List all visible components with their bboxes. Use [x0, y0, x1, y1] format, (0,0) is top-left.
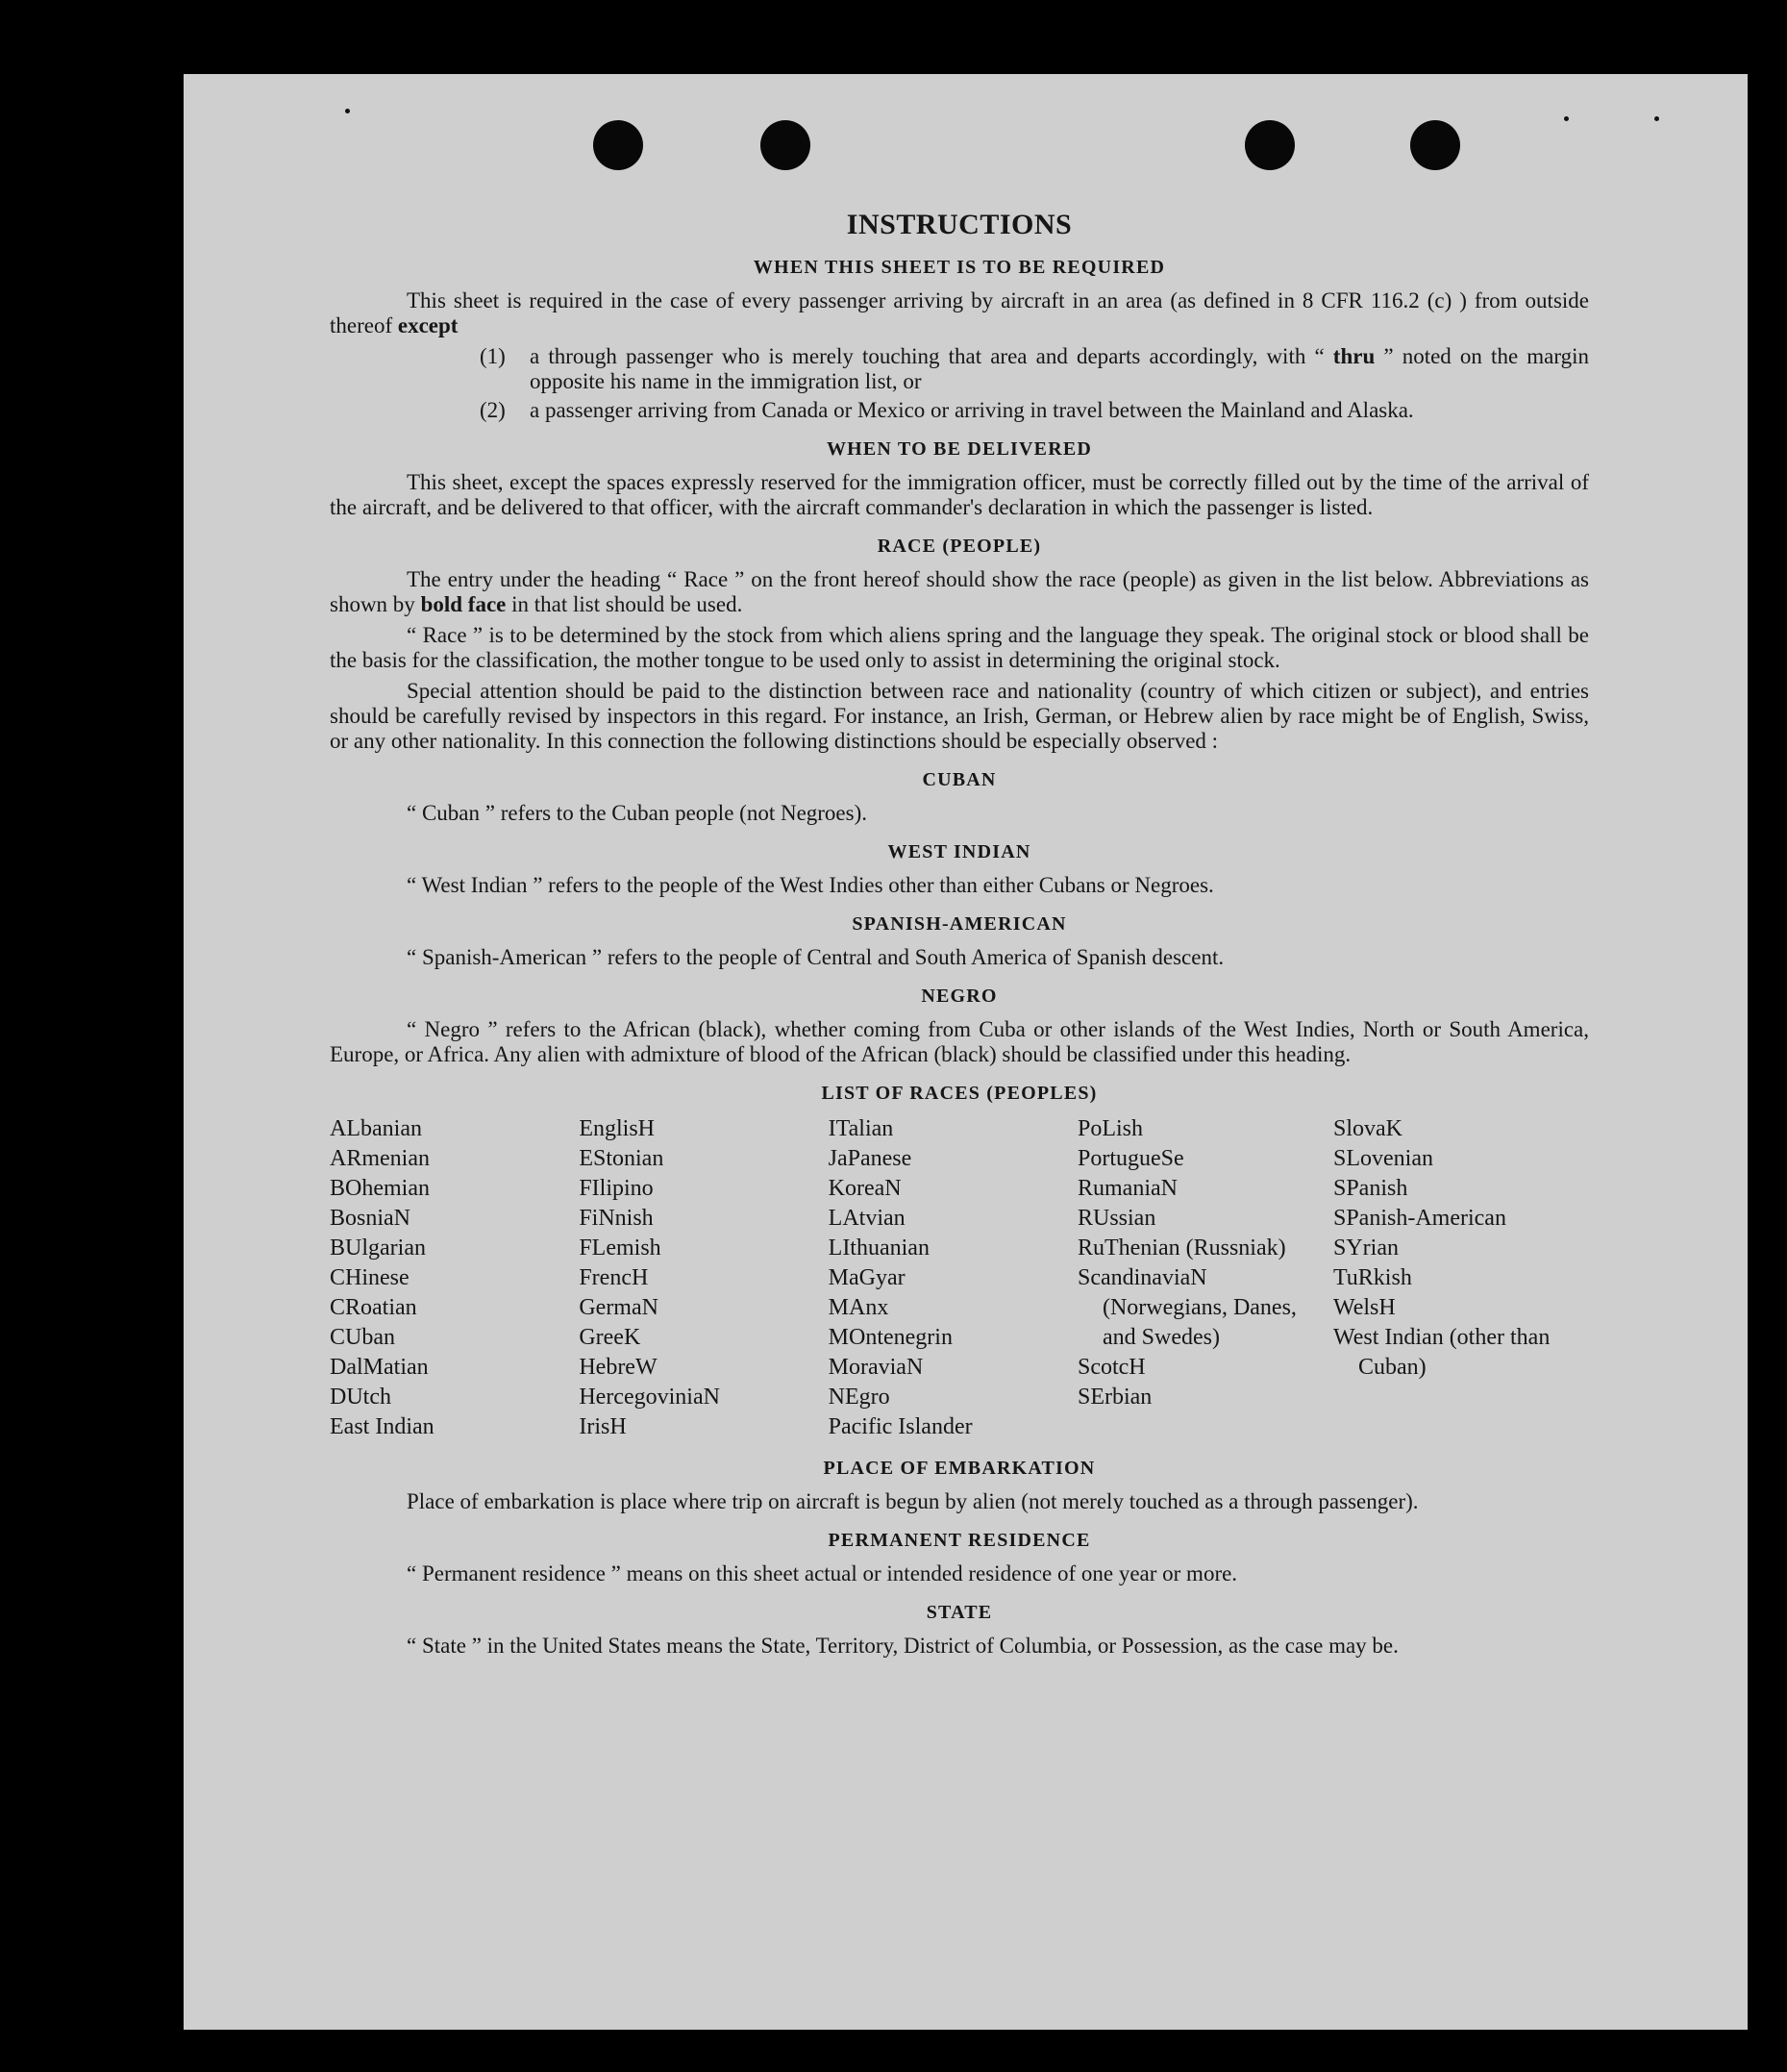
race-entry: SPanish	[1332, 1176, 1408, 1201]
race-entry: FLemish	[579, 1236, 661, 1261]
race-column-5	[1333, 1114, 1589, 1442]
race-entry: FrencH	[579, 1265, 649, 1290]
item-text: a passenger arriving from Canada or Mexico or arriving in travel between the Mainland and Alaska.	[530, 398, 1414, 422]
race-entry: West Indian (other than Cuban)	[1332, 1325, 1551, 1380]
race-entry: MAnx	[828, 1295, 889, 1320]
race-entry: BosniaN	[330, 1206, 410, 1231]
race-entry: CHinese	[330, 1265, 410, 1290]
speck	[345, 109, 350, 113]
document-content	[330, 209, 1589, 1664]
race-entry: RuThenian (Russniak)	[1077, 1236, 1286, 1261]
race-entry: KoreaN	[828, 1176, 902, 1201]
document-sheet	[184, 74, 1748, 2030]
race-entry: LAtvian	[828, 1206, 906, 1231]
race-column-4	[1078, 1114, 1333, 1442]
race-entry: FiNnish	[579, 1206, 654, 1231]
race-column-2	[579, 1114, 828, 1442]
exception-item-1	[330, 344, 1589, 394]
punch-hole	[1245, 120, 1295, 170]
race-entry: CRoatian	[330, 1295, 417, 1320]
document-title: INSTRUCTIONS	[846, 209, 1073, 240]
race-entry: SPanish-American	[1332, 1206, 1506, 1231]
punch-hole	[760, 120, 810, 170]
race-entry: TuRkish	[1332, 1265, 1412, 1290]
race-entry: ScotcH	[1077, 1355, 1146, 1380]
race-entry: ARmenian	[330, 1146, 430, 1171]
item-number: (1)	[480, 344, 506, 368]
race-entry: MaGyar	[828, 1265, 906, 1290]
race-entry: DUtch	[330, 1385, 391, 1410]
section-heading-required: WHEN THIS SHEET IS TO BE REQUIRED	[753, 257, 1166, 278]
section-heading-residence: PERMANENT RESIDENCE	[828, 1530, 1091, 1551]
cuban-text: “ Cuban ” refers to the Cuban people (not Negroes).	[407, 801, 868, 825]
race-entry: NEgro	[828, 1385, 890, 1410]
section-heading-spanish-american: SPANISH-AMERICAN	[852, 913, 1067, 935]
race-entry: East Indian	[330, 1414, 434, 1439]
race-entry: ALbanian	[330, 1116, 422, 1141]
race-entry: WelsH	[1332, 1295, 1396, 1320]
race-entry: GermaN	[579, 1295, 658, 1320]
punch-hole	[593, 120, 643, 170]
race-entry: BUlgarian	[330, 1236, 426, 1261]
race-entry: HercegoviniaN	[579, 1385, 720, 1410]
section-heading-embarkation: PLACE OF EMBARKATION	[823, 1458, 1096, 1479]
race-entry: MoraviaN	[828, 1355, 924, 1380]
race-entry: DalMatian	[330, 1355, 429, 1380]
residence-text: “ Permanent residence ” means on this sheet actual or intended residence of one year or more.	[407, 1561, 1238, 1585]
race-column-3	[829, 1114, 1078, 1442]
section-heading-delivered: WHEN TO BE DELIVERED	[826, 438, 1093, 460]
spanish-american-text: “ Spanish-American ” refers to the people of Central and South America of Spanish descent.	[407, 945, 1225, 969]
speck	[1654, 116, 1659, 121]
race-entry: Pacific Islander	[828, 1414, 973, 1439]
negro-text: “ Negro ” refers to the African (black), whether coming from Cuba or other islands of the West Indies, North or South America, Europe, or Africa. Any alien with admixture of blood of the African (black) should be classified under this heading.	[330, 1017, 1589, 1066]
race-entry: IrisH	[579, 1414, 627, 1439]
race-entry: BOhemian	[330, 1176, 430, 1201]
punch-hole	[1410, 120, 1460, 170]
state-text: “ State ” in the United States means the State, Territory, District of Columbia, or Possession, as the case may be.	[407, 1634, 1399, 1658]
race-entry: EnglisH	[579, 1116, 655, 1141]
item-text: a through passenger who is merely touching that area and departs accordingly, with “ thru ” noted on the margin opposite his name in the immigration list, or	[530, 344, 1590, 393]
race-entry: EStonian	[579, 1146, 664, 1171]
race-entry: SLovenian	[1332, 1146, 1433, 1171]
west-indian-text: “ West Indian ” refers to the people of the West Indies other than either Cubans or Negroes.	[407, 873, 1214, 897]
race-paragraph-2: “ Race ” is to be determined by the stock from which aliens spring and the language they speak. The original stock or blood shall be the basis for the classification, the mother tongue to be used only to assist in determining the original stock.	[330, 623, 1589, 672]
required-intro: This sheet is required in the case of every passenger arriving by aircraft in an area (as defined in 8 CFR 116.2 (c) ) from outside thereof except	[330, 288, 1589, 337]
item-number: (2)	[480, 398, 506, 422]
race-entry: ITalian	[828, 1116, 894, 1141]
race-list	[330, 1114, 1589, 1442]
delivered-text: This sheet, except the spaces expressly reserved for the immigration officer, must be correctly filled out by the time of the arrival of the aircraft, and be delivered to that officer, with the aircraft commander's declaration in which the passenger is listed.	[330, 470, 1589, 519]
race-entry: PoLish	[1077, 1116, 1143, 1141]
race-column-1	[330, 1114, 579, 1442]
speck	[1564, 116, 1569, 121]
race-paragraph-1: The entry under the heading “ Race ” on the front hereof should show the race (people) as given in the list below. Abbreviations as shown by bold face in that list should be used.	[330, 567, 1589, 616]
section-heading-list: LIST OF RACES (PEOPLES)	[821, 1083, 1098, 1104]
race-entry: RumaniaN	[1077, 1176, 1178, 1201]
race-entry: LIthuanian	[828, 1236, 930, 1261]
race-entry: FIlipino	[579, 1176, 654, 1201]
exception-item-2	[330, 398, 1589, 423]
race-entry: HebreW	[579, 1355, 658, 1380]
section-heading-race: RACE (PEOPLE)	[877, 536, 1042, 557]
race-entry: GreeK	[579, 1325, 641, 1350]
embarkation-text: Place of embarkation is place where trip on aircraft is begun by alien (not merely touched as a through passenger).	[407, 1489, 1419, 1513]
race-entry: SYrian	[1332, 1236, 1399, 1261]
race-entry: PortugueSe	[1077, 1146, 1184, 1171]
section-heading-cuban: CUBAN	[922, 769, 997, 790]
race-paragraph-3: Special attention should be paid to the distinction between race and nationality (country of which citizen or subject), and entries should be carefully revised by inspectors in this regard. For instance, an Irish, German, or Hebrew alien by race might be of English, Swiss, or any other nationality. In this connection the following distinctions should be especially observed :	[330, 679, 1589, 753]
race-entry: SlovaK	[1332, 1116, 1402, 1141]
race-entry: CUban	[330, 1325, 395, 1350]
race-entry: SErbian	[1077, 1385, 1153, 1410]
race-entry: JaPanese	[828, 1146, 912, 1171]
section-heading-state: STATE	[926, 1602, 993, 1623]
race-entry: ScandinaviaN (Norwegians, Danes, and Swedes)	[1077, 1265, 1297, 1350]
section-heading-west-indian: WEST INDIAN	[887, 841, 1031, 862]
race-entry: RUssian	[1077, 1206, 1156, 1231]
section-heading-negro: NEGRO	[921, 986, 998, 1007]
race-entry: MOntenegrin	[828, 1325, 953, 1350]
